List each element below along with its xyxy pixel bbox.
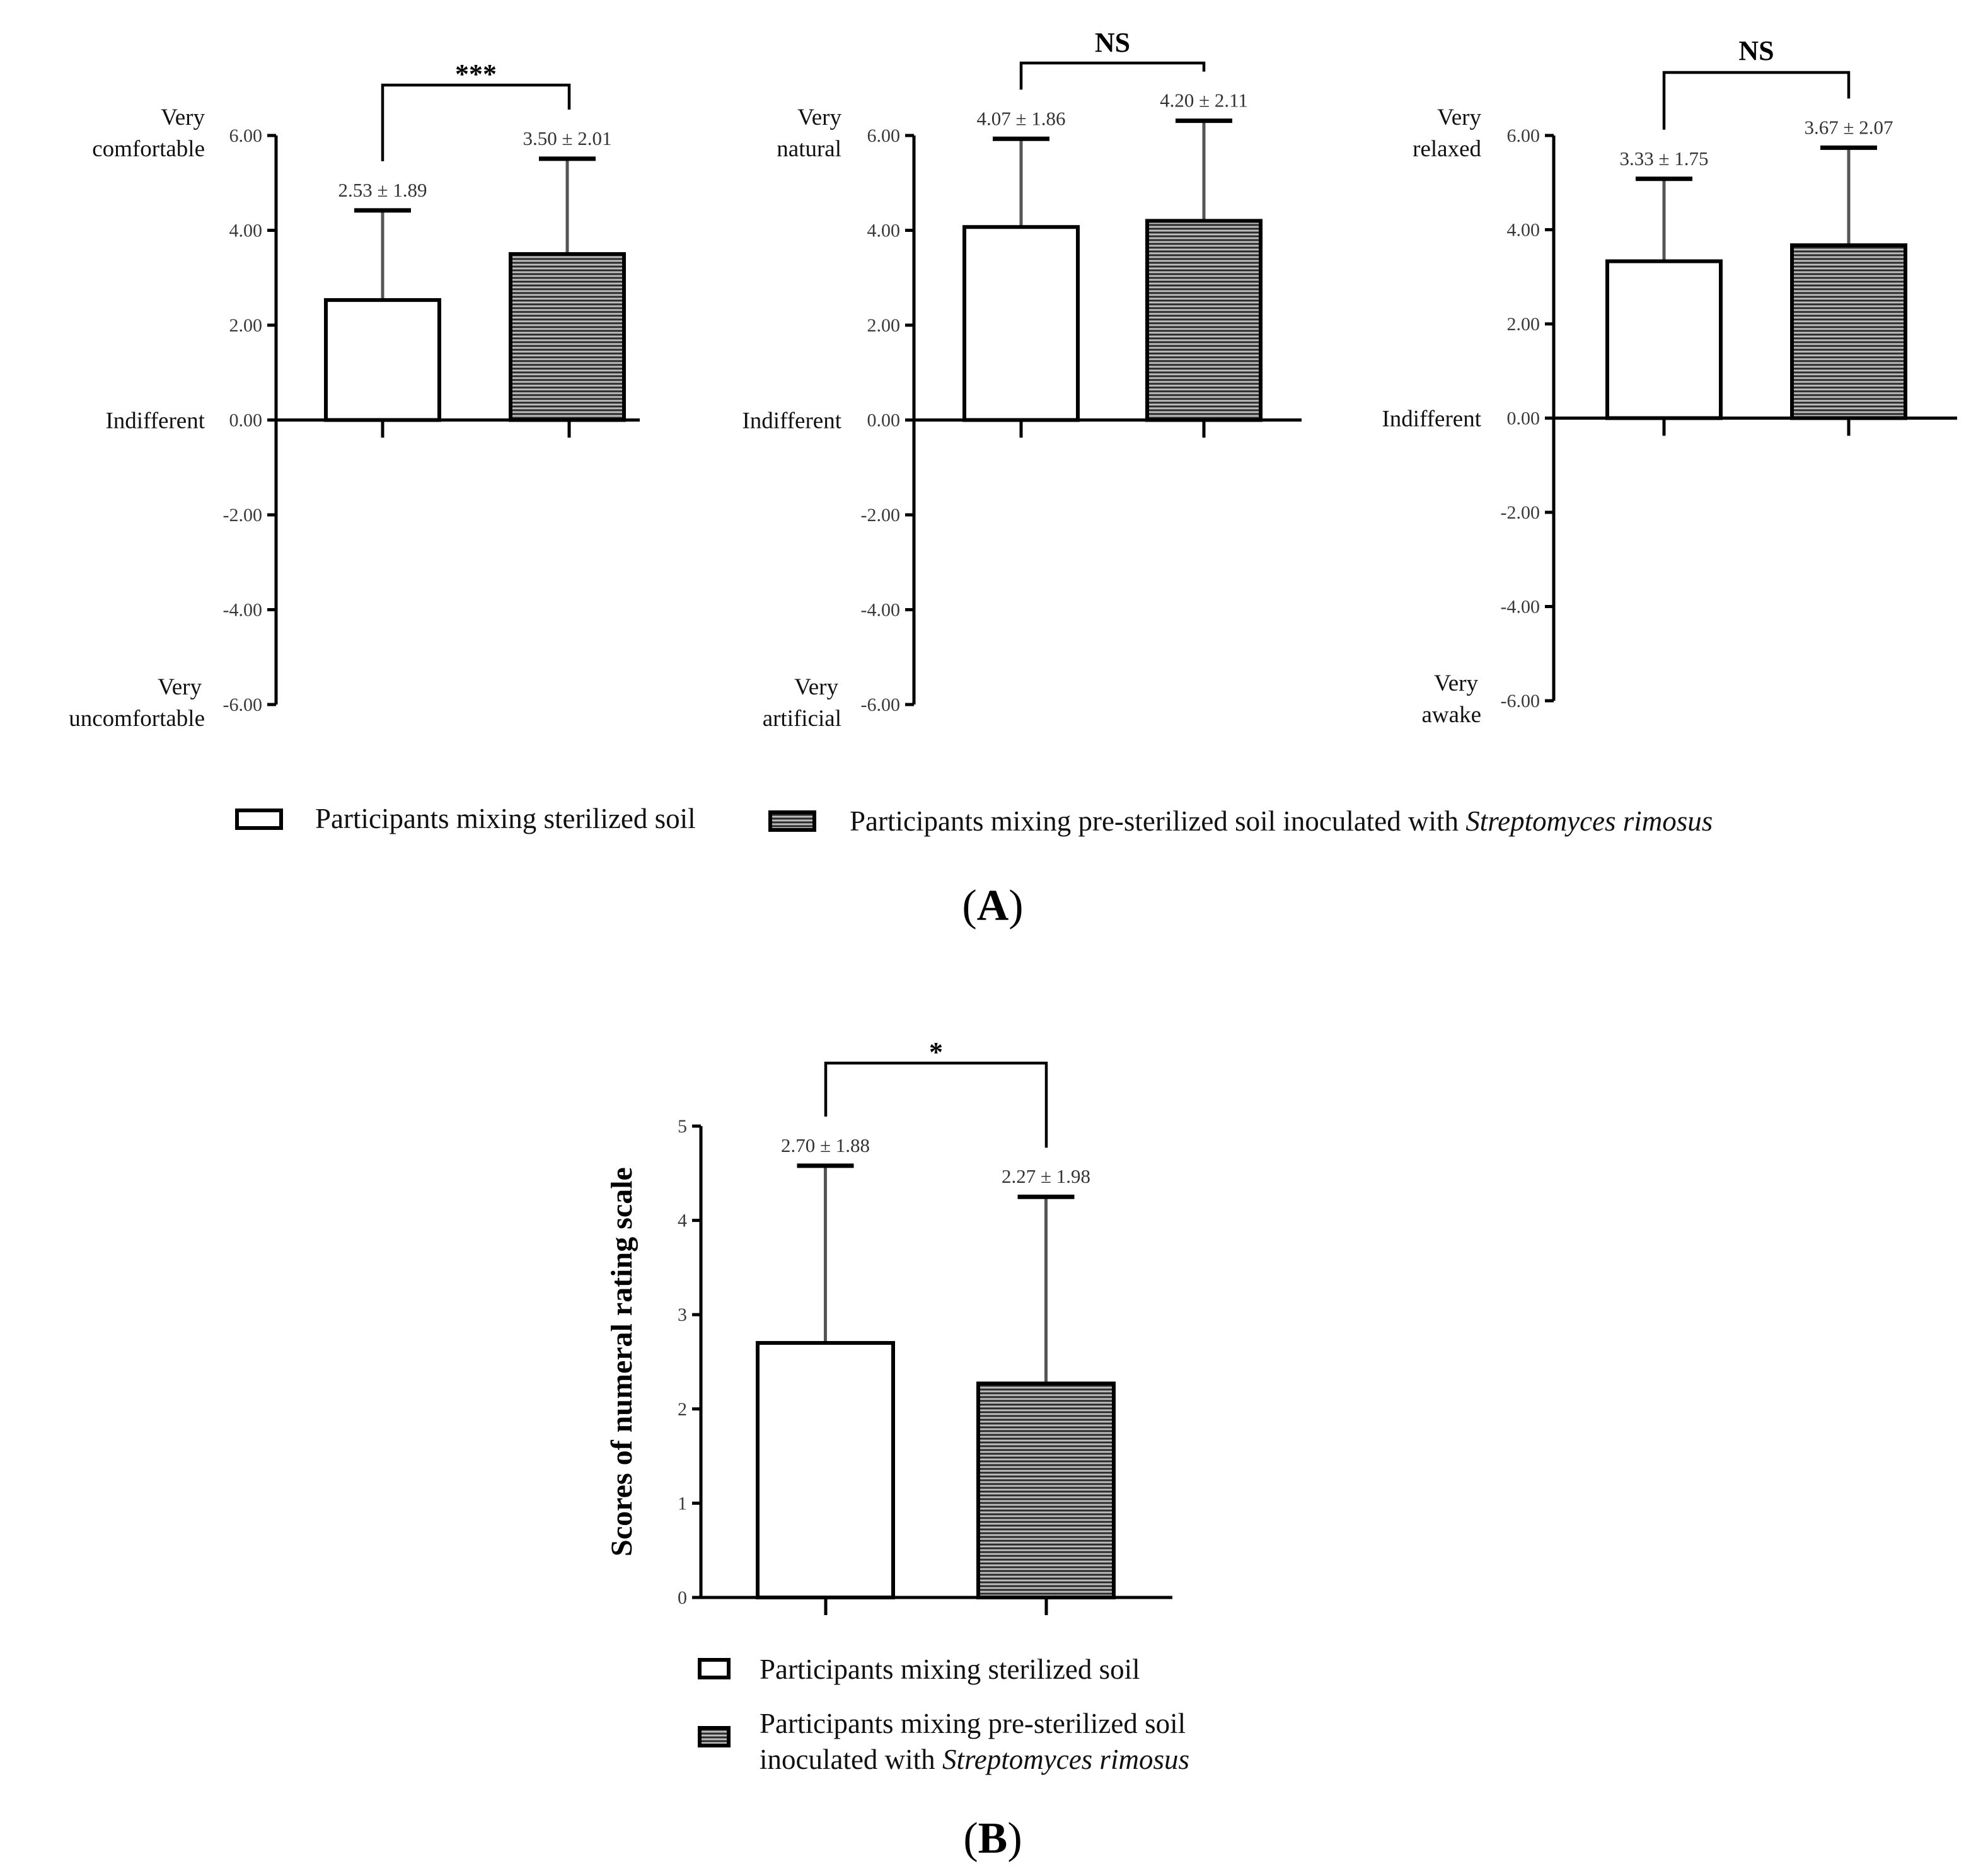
legend-b-item2-line2: inoculated with Streptomyces rimosus [760, 1744, 1189, 1775]
panel-label-a: (A) [962, 882, 1024, 930]
y-axis-title: Scores of numeral rating scale [605, 1167, 639, 1557]
legend-a-hatch-swatch [770, 812, 814, 830]
anchor-mid: Indifferent [742, 408, 841, 434]
significance-bracket [1021, 63, 1204, 89]
bar-inoculated-soil [1147, 221, 1261, 420]
legend-a-item2: Participants mixing pre-sterilized soil inoculated with Streptomyces rimosus [850, 805, 1713, 837]
data-label: 2.70 ± 1.88 [780, 1134, 870, 1156]
data-label: 3.33 ± 1.75 [1619, 147, 1709, 170]
y-tick-label: 0.00 [1506, 408, 1540, 429]
legend-b-open-swatch [700, 1660, 729, 1677]
y-tick-label: 0.00 [867, 410, 900, 431]
legend-a-open-swatch [237, 810, 281, 828]
y-tick-label: -6.00 [222, 694, 262, 715]
bar-sterilized-soil [326, 300, 439, 420]
anchor-bottom-line2: uncomfortable [69, 706, 205, 732]
y-tick-label: 0 [678, 1587, 687, 1608]
y-tick-label: -2.00 [860, 505, 900, 526]
anchor-bottom-line2: awake [1421, 702, 1481, 728]
y-tick-label: -2.00 [1500, 502, 1540, 523]
y-tick-label: 6.00 [867, 125, 900, 146]
panel-label-b: (B) [963, 1814, 1022, 1863]
y-tick-label: 5 [678, 1116, 687, 1137]
significance-marker: *** [455, 59, 497, 89]
y-tick-label: 2.00 [1506, 314, 1540, 335]
legend-b-item1: Participants mixing sterilized soil [760, 1654, 1140, 1685]
y-tick-label: 2 [678, 1398, 687, 1420]
bar-sterilized-soil [964, 227, 1078, 420]
anchor-bottom-line1: Very [1434, 670, 1478, 696]
chart-relaxation [1382, 35, 1957, 728]
anchor-top-line2: relaxed [1413, 136, 1481, 162]
anchor-mid: Indifferent [105, 408, 205, 434]
y-tick-label: -4.00 [1500, 596, 1540, 618]
bar-sterilized-soil [1607, 262, 1721, 418]
anchor-top-line2: natural [777, 136, 841, 162]
legend-b-hatch-swatch [700, 1728, 729, 1746]
anchor-bottom-line2: artificial [762, 706, 841, 732]
chart-naturalness [742, 27, 1302, 732]
bar-inoculated-soil [978, 1383, 1114, 1597]
y-tick-label: 4.00 [867, 220, 900, 241]
legend-a [237, 803, 1713, 837]
y-tick-label: -6.00 [860, 694, 900, 715]
y-tick-label: 2.00 [867, 315, 900, 336]
y-tick-label: -4.00 [222, 599, 262, 621]
anchor-top-line2: comfortable [92, 136, 205, 162]
y-tick-label: 4.00 [1506, 219, 1540, 241]
y-tick-label: 3 [678, 1304, 687, 1326]
anchor-mid: Indifferent [1382, 406, 1481, 432]
anchor-bottom-line1: Very [794, 674, 838, 700]
anchor-bottom-line1: Very [158, 674, 202, 700]
bar-sterilized-soil [758, 1343, 893, 1597]
significance-marker: NS [1738, 35, 1774, 66]
y-tick-label: 1 [678, 1493, 687, 1514]
y-tick-label: -4.00 [860, 599, 900, 621]
significance-bracket [383, 85, 569, 161]
bar-inoculated-soil [511, 254, 624, 420]
legend-b-item2-line1: Participants mixing pre-sterilized soil [760, 1708, 1186, 1739]
y-tick-label: 0.00 [229, 410, 262, 431]
significance-marker: * [929, 1037, 943, 1067]
data-label: 4.07 ± 1.86 [976, 107, 1066, 130]
anchor-top-line1: Very [797, 105, 841, 130]
data-label: 3.50 ± 2.01 [523, 127, 612, 149]
y-tick-label: 6.00 [229, 125, 262, 146]
y-tick-label: 2.00 [229, 315, 262, 336]
legend-b [700, 1654, 1189, 1775]
legend-a-item1: Participants mixing sterilized soil [315, 803, 696, 834]
y-tick-label: -2.00 [222, 505, 262, 526]
data-label: 2.27 ± 1.98 [1001, 1165, 1091, 1188]
chart-comfort [69, 59, 640, 732]
significance-marker: NS [1094, 27, 1131, 58]
anchor-top-line1: Very [161, 105, 205, 130]
y-tick-label: -6.00 [1500, 691, 1540, 711]
y-tick-label: 6.00 [1506, 125, 1540, 146]
data-label: 3.67 ± 2.07 [1804, 116, 1893, 139]
data-label: 2.53 ± 1.89 [338, 178, 427, 201]
chart-rating-scale [605, 1037, 1172, 1615]
y-tick-label: 4.00 [229, 220, 262, 241]
data-label: 4.20 ± 2.11 [1160, 89, 1248, 112]
y-tick-label: 4 [678, 1210, 687, 1231]
anchor-top-line1: Very [1437, 105, 1481, 130]
bar-inoculated-soil [1792, 245, 1905, 418]
